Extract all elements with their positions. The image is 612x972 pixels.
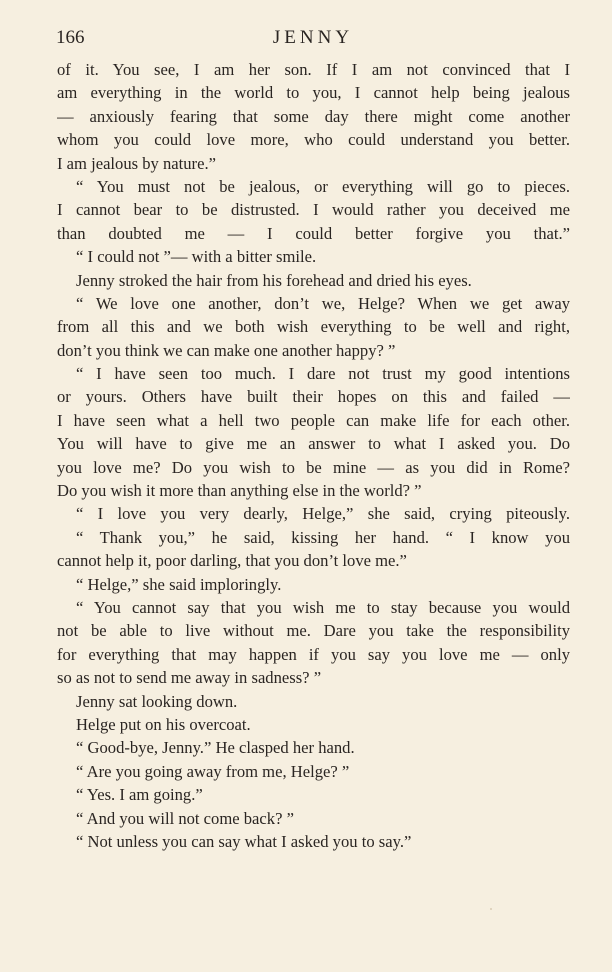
text-line: “ Not unless you can say what I asked you to say.”: [76, 831, 412, 851]
text-line: whom you could love more, who could understand you better.: [57, 130, 570, 150]
text-line: not be able to live without me. Dare you take the responsibility: [57, 621, 570, 641]
text-line: Jenny sat looking down.: [76, 691, 238, 711]
running-title: JENNY: [272, 27, 354, 48]
text-line: “ Thank you,” he said, kissing her hand. “ I know you: [76, 527, 570, 547]
text-line: “ I have seen too much. I dare not trust my good intentions: [76, 364, 570, 384]
text-line: or yours. Others have built their hopes on this and failed —: [57, 387, 570, 407]
body-text: [57, 58, 570, 853]
text-line: “ I love you very dearly, Helge,” she said, crying piteously.: [76, 504, 570, 524]
text-line: Do you wish it more than anything else in the world? ”: [57, 481, 422, 501]
text-line: “ Good-bye, Jenny.” He clasped her hand.: [76, 738, 355, 758]
text-line: I have seen what a hell two people can make life for each other.: [57, 410, 570, 430]
text-line: I cannot bear to be distrusted. I would rather you deceived me: [57, 200, 570, 220]
text-line: “ Yes. I am going.”: [76, 785, 203, 805]
text-line: don’t you think we can make one another happy? ”: [57, 340, 396, 360]
text-line: I am jealous by nature.”: [57, 153, 216, 173]
text-line: You will have to give me an answer to what I asked you. Do: [57, 434, 570, 454]
text-line: than doubted me — I could better forgive you that.”: [57, 223, 570, 243]
text-line: for everything that may happen if you say you love me — only: [57, 644, 570, 664]
text-line: of it. You see, I am her son. If I am not convinced that I: [57, 60, 570, 79]
text-line: — anxiously fearing that some day there might come another: [57, 106, 570, 126]
page-header: [56, 26, 570, 50]
text-line: “ We love one another, don’t we, Helge? When we get away: [76, 293, 570, 313]
text-line: “ Are you going away from me, Helge? ”: [76, 761, 350, 781]
text-line: you love me? Do you wish to be mine — as you did in Rome?: [57, 457, 570, 477]
text-line: am everything in the world to you, I cannot help being jealous: [57, 83, 570, 103]
text-line: from all this and we both wish everything to be well and right,: [57, 317, 570, 337]
text-line: “ And you will not come back? ”: [76, 808, 294, 828]
text-line: so as not to send me away in sadness? ”: [57, 668, 322, 688]
text-line: Helge put on his overcoat.: [76, 714, 251, 734]
text-line: “ You must not be jealous, or everything will go to pieces.: [76, 176, 570, 196]
text-line: cannot help it, poor darling, that you don’t love me.”: [57, 551, 407, 571]
text-line: Jenny stroked the hair from his forehead and dried his eyes.: [76, 270, 472, 290]
page-number: 166: [56, 27, 85, 48]
text-line: “ I could not ”— with a bitter smile.: [76, 247, 317, 267]
text-line: “ You cannot say that you wish me to stay because you would: [76, 597, 570, 617]
paper-speck: [490, 908, 492, 910]
text-line: “ Helge,” she said imploringly.: [76, 574, 282, 594]
